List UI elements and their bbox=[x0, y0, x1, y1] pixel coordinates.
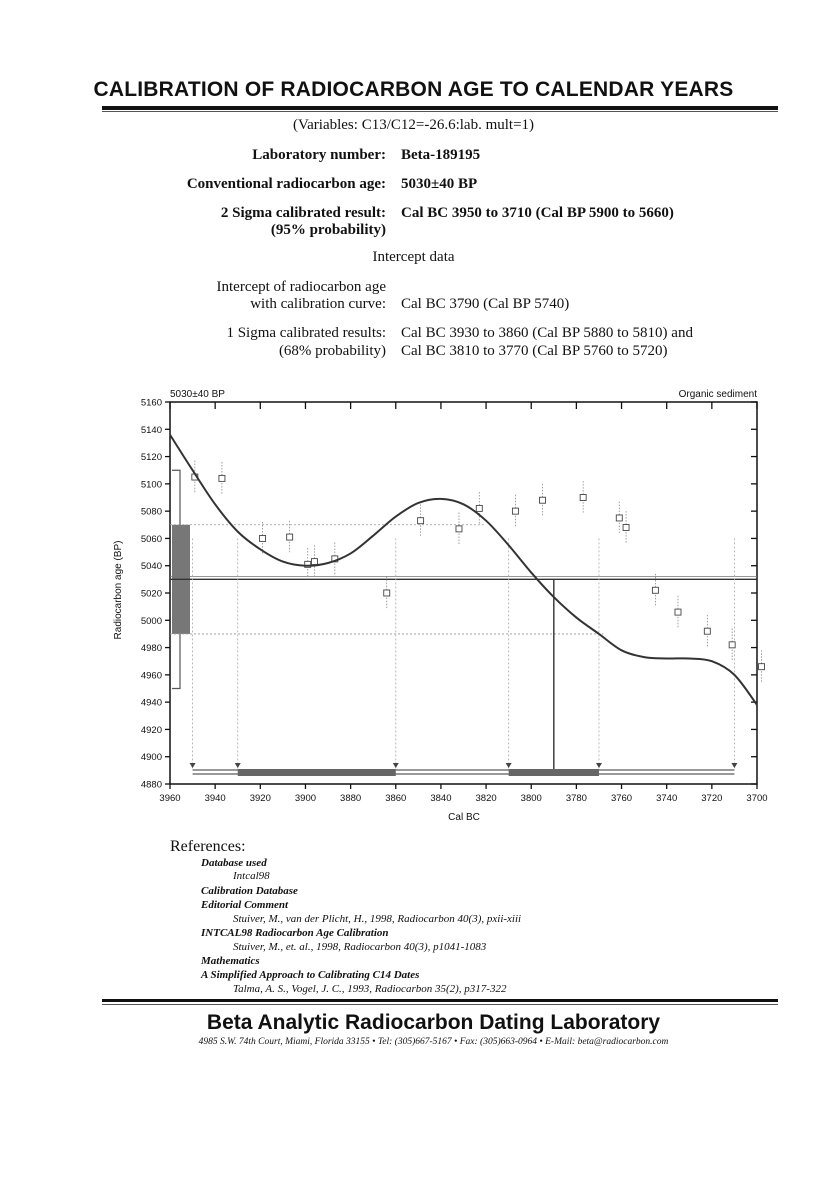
references-section bbox=[170, 838, 246, 856]
y-tick-label: 5080 bbox=[140, 506, 162, 518]
measurement-point bbox=[623, 525, 629, 531]
y-tick-label: 5020 bbox=[140, 588, 162, 600]
y-tick-label: 4980 bbox=[140, 643, 162, 655]
measurement-point bbox=[675, 609, 681, 615]
x-tick-label: 3860 bbox=[385, 793, 407, 804]
sigma1-label: 1 Sigma calibrated results: bbox=[226, 325, 386, 341]
one-sigma-range-bar bbox=[238, 769, 396, 776]
lab-number-value: Beta-189195 bbox=[401, 147, 481, 163]
ref-stuiver-1998-a: Stuiver, M., van der Plicht, H., 1998, Radiocarbon 40(3), pxii-xiii bbox=[233, 913, 522, 925]
measurement-point bbox=[311, 559, 317, 565]
y-tick-label: 5000 bbox=[140, 615, 162, 627]
x-tick-label: 3740 bbox=[656, 793, 678, 804]
range-marker bbox=[393, 763, 399, 768]
y-tick-label: 5140 bbox=[140, 424, 162, 436]
chart-marks bbox=[170, 435, 778, 776]
y-tick-label: 4880 bbox=[140, 779, 162, 791]
chart-title-left: 5030±40 BP bbox=[170, 389, 225, 400]
x-tick-label: 3720 bbox=[701, 793, 723, 804]
measurement-point bbox=[260, 535, 266, 541]
measurement-point bbox=[456, 526, 462, 532]
x-tick-label: 3700 bbox=[746, 793, 768, 804]
ref-intcal98: Intcal98 bbox=[233, 870, 270, 882]
footer-rule-thin bbox=[102, 1004, 778, 1005]
footer-lab-name: Beta Analytic Radiocarbon Dating Laboratory bbox=[206, 1011, 661, 1034]
x-tick-label: 3920 bbox=[249, 793, 271, 804]
x-tick-label: 3880 bbox=[340, 793, 362, 804]
document-title: CALIBRATION OF RADIOCARBON AGE TO CALENDAR YEARS bbox=[93, 78, 734, 101]
lab-number-label: Laboratory number: bbox=[252, 147, 386, 163]
measurement-point bbox=[512, 508, 518, 514]
y-tick-label: 4940 bbox=[140, 697, 162, 709]
references-heading: References: bbox=[170, 838, 246, 855]
y-axis-label: Radiocarbon age (BP) bbox=[113, 540, 124, 640]
intercept-label-2: with calibration curve: bbox=[250, 296, 386, 312]
measurement-point bbox=[287, 534, 293, 540]
sigma2-probability: (95% probability) bbox=[270, 222, 386, 238]
measurement-point bbox=[652, 587, 658, 593]
sigma2-label: 2 Sigma calibrated result: bbox=[220, 205, 386, 221]
chart-title-right: Organic sediment bbox=[678, 389, 757, 400]
title-rule bbox=[102, 106, 778, 110]
conv-age-value: 5030±40 BP bbox=[401, 176, 478, 192]
range-marker bbox=[596, 763, 602, 768]
measurement-point bbox=[759, 664, 765, 670]
y-tick-label: 4960 bbox=[140, 670, 162, 682]
title-rule-thin bbox=[102, 111, 778, 112]
sigma1-value-2: Cal BC 3810 to 3770 (Cal BP 5760 to 5720) bbox=[401, 343, 668, 359]
one-sigma-range-bar bbox=[509, 769, 599, 776]
footer-rule bbox=[102, 999, 778, 1002]
ref-calibration-database: Calibration Database bbox=[201, 885, 298, 897]
conv-age-label: Conventional radiocarbon age: bbox=[186, 176, 386, 192]
y-tick-label: 4900 bbox=[140, 752, 162, 764]
measurement-point bbox=[384, 590, 390, 596]
y-tick-label: 5120 bbox=[140, 452, 162, 464]
ref-intcal98-calibration: INTCAL98 Radiocarbon Age Calibration bbox=[201, 927, 389, 939]
measurement-point bbox=[616, 515, 622, 521]
range-marker bbox=[190, 763, 196, 768]
sigma2-value: Cal BC 3950 to 3710 (Cal BP 5900 to 5660) bbox=[401, 205, 674, 221]
footer-address: 4985 S.W. 74th Court, Miami, Florida 33155 • Tel: (305)667-5167 • Fax: (305)663-0964 • E-Mail: beta@radiocarbon.com bbox=[198, 1037, 669, 1047]
measurement-point bbox=[476, 505, 482, 511]
x-tick-label: 3940 bbox=[204, 793, 226, 804]
x-tick-label: 3960 bbox=[159, 793, 181, 804]
range-marker bbox=[506, 763, 512, 768]
intercept-value: Cal BC 3790 (Cal BP 5740) bbox=[401, 296, 570, 312]
y-tick-label: 5160 bbox=[140, 397, 162, 409]
calibration-chart bbox=[108, 384, 778, 828]
y-tick-label: 5100 bbox=[140, 479, 162, 491]
ref-database-used: Database used bbox=[201, 857, 267, 869]
measurement-point bbox=[219, 475, 225, 481]
ref-simplified-approach: A Simplified Approach to Calibrating C14 Dates bbox=[201, 969, 420, 981]
intercept-label-1: Intercept of radiocarbon age bbox=[216, 279, 386, 295]
x-tick-label: 3900 bbox=[294, 793, 317, 804]
plot-frame bbox=[170, 402, 757, 784]
x-tick-label: 3760 bbox=[610, 793, 633, 804]
x-axis-label: Cal BC bbox=[448, 812, 480, 823]
calibration-curve bbox=[170, 435, 757, 705]
ref-talma-vogel: Talma, A. S., Vogel, J. C., 1993, Radiocarbon 35(2), p317-322 bbox=[233, 983, 507, 995]
measurement-point bbox=[704, 628, 710, 634]
x-tick-label: 3800 bbox=[520, 793, 542, 804]
y-tick-label: 4920 bbox=[140, 724, 162, 736]
ref-editorial-comment: Editorial Comment bbox=[201, 899, 289, 911]
x-tick-label: 3840 bbox=[430, 793, 452, 804]
measurement-point bbox=[418, 518, 424, 524]
ref-stuiver-1998-b: Stuiver, M., et. al., 1998, Radiocarbon 40(3), p1041-1083 bbox=[233, 941, 487, 953]
measurement-point bbox=[729, 642, 735, 648]
sigma1-probability: (68% probability) bbox=[278, 343, 386, 359]
ref-mathematics: Mathematics bbox=[201, 955, 260, 967]
x-tick-label: 3780 bbox=[565, 793, 587, 804]
measurement-point bbox=[580, 495, 586, 501]
range-marker bbox=[235, 763, 241, 768]
sigma1-value-1: Cal BC 3930 to 3860 (Cal BP 5880 to 5810) and bbox=[401, 325, 693, 341]
y-tick-label: 5040 bbox=[140, 561, 162, 573]
range-marker bbox=[731, 763, 737, 768]
x-tick-label: 3820 bbox=[475, 793, 497, 804]
y-tick-label: 5060 bbox=[140, 533, 162, 545]
measurement-point bbox=[540, 497, 546, 503]
chart-frame-group bbox=[141, 398, 768, 805]
intercept-heading: Intercept data bbox=[372, 249, 455, 265]
variables-line: (Variables: C13/C12=-26.6:lab. mult=1) bbox=[292, 117, 535, 133]
